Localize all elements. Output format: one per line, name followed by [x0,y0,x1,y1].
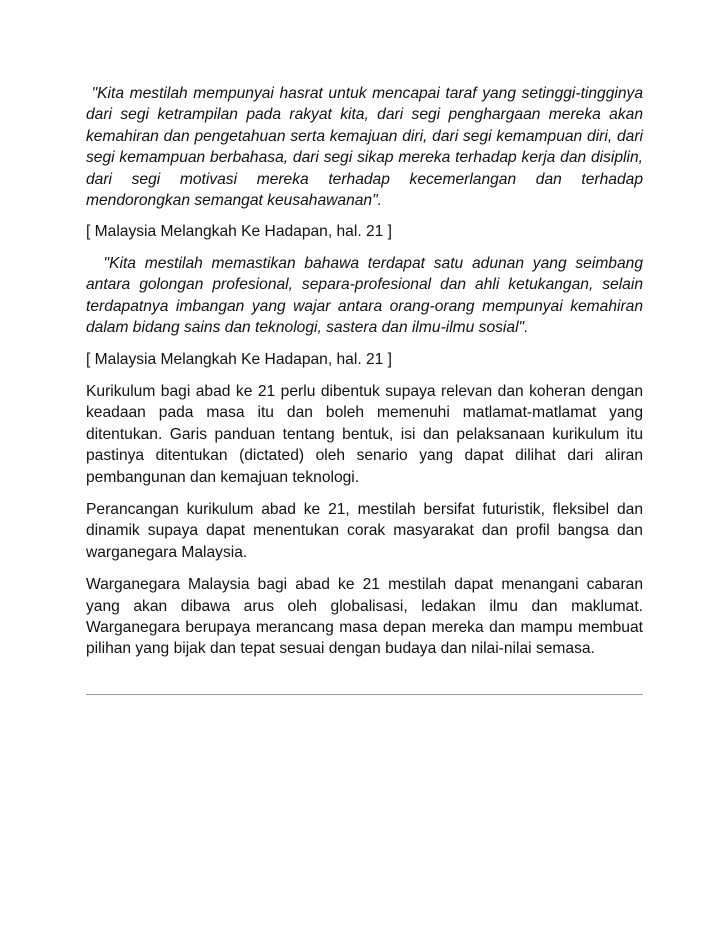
document-page [86,83,648,671]
section-divider [86,694,643,695]
quote-reference-2: [ Malaysia Melangkah Ke Hadapan, hal. 21 ] [86,351,392,369]
body-paragraph-3: Warganegara Malaysia bagi abad ke 21 mestilah dapat menangani cabaran yang akan dibawa arus oleh globalisasi, ledakan ilmu dan maklumat. Warganegara berupaya merancang masa depan mereka dan mampu membuat pilihan yang bijak dan tepat sesuai dengan budaya dan nilai-nilai semasa. [86,576,648,658]
quote-paragraph-2: "Kita mestilah memastikan bahawa terdapat satu adunan yang seimbang antara golongan profesional, separa-profesional dan ahli ketukangan, selain terdapatnya imbangan yang wajar antara orang-orang mempunyai kemahiran dalam bidang sains dan teknologi, sastera dan ilmu-ilmu sosial". [86,254,648,337]
body-paragraph-2: Perancangan kurikulum abad ke 21, mestilah bersifat futuristik, fleksibel dan dinamik supaya dapat menentukan corak masyarakat dan profil bangsa dan warganegara Malaysia. [86,500,648,561]
body-paragraph-1: Kurikulum bagi abad ke 21 perlu dibentuk supaya relevan dan koheran dengan keadaan pada masa itu dan boleh memenuhi matlamat-matlamat yang ditentukan. Garis panduan tentang bentuk, isi dan pelaksanaan kurikulum itu pastinya ditentukan (dictated) oleh senario yang dapat dilihat dari aliran pembangunan dan kemajuan teknologi. [86,382,648,486]
quote-reference-1: [ Malaysia Melangkah Ke Hadapan, hal. 21 ] [86,223,392,241]
quote-paragraph-1: "Kita mestilah mempunyai hasrat untuk mencapai taraf yang setinggi-tingginya dari segi ketrampilan pada rakyat kita, dari segi penghargaan mereka akan kemahiran dan pengetahuan serta kemajuan diri, dari segi kemampuan diri, dari segi kemampuan berbahasa, dari segi sikap mereka terhadap kerja dan disiplin, dari segi motivasi mereka terhadap kecemerlangan dan terhadap mendorongkan semangat keusahawanan". [86,85,648,210]
